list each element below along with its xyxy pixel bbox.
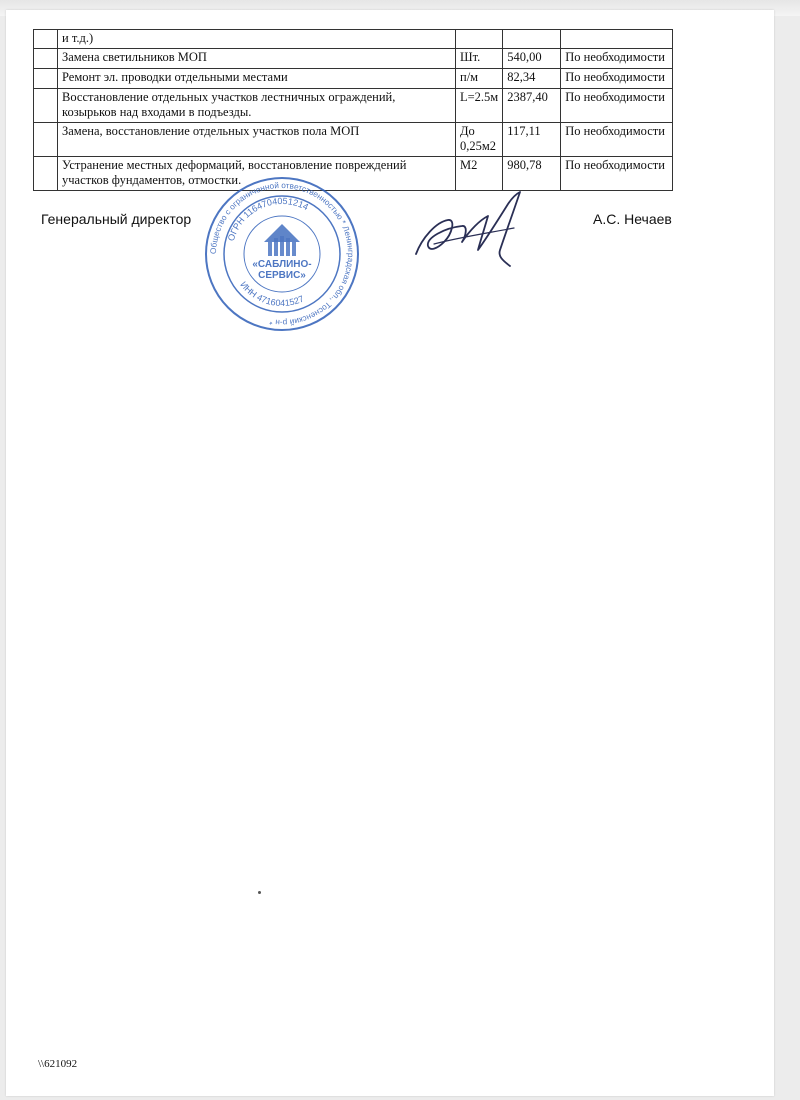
- document-code: \\621092: [38, 1058, 78, 1070]
- scan-speck: [258, 891, 261, 894]
- work-period: По необходимости: [561, 89, 673, 123]
- work-unit: До 0,25м2: [456, 123, 503, 157]
- work-period: По необходимости: [561, 49, 673, 69]
- work-period: По необходимости: [561, 157, 673, 191]
- work-name: Замена светильников МОП: [58, 49, 456, 69]
- work-period: По необходимости: [561, 69, 673, 89]
- work-name: Восстановление отдельных участков лестничных ограждений, козырьков над входами в подъезды.: [58, 89, 456, 123]
- signer-name: А.С. Нечаев: [593, 211, 672, 227]
- work-name: и т.д.): [58, 30, 456, 49]
- svg-text:ИНН 4716041527: [238, 280, 305, 309]
- work-name: Ремонт эл. проводки отдельными местами: [58, 69, 456, 89]
- work-unit: п/м: [456, 69, 503, 89]
- work-cost: 82,34: [503, 69, 561, 89]
- work-cost: 2387,40: [503, 89, 561, 123]
- stamp-company-name: «САБЛИНО-: [252, 259, 312, 270]
- stamp-ink: [206, 178, 358, 330]
- work-cost: 117,11: [503, 123, 561, 157]
- work-cost: 980,78: [503, 157, 561, 191]
- signature-block: [0, 0, 800, 328]
- stamp-ogrn: ОГРН 1164704051214: [225, 195, 311, 243]
- work-unit: Шт.: [456, 49, 503, 69]
- building-icon: [264, 224, 300, 256]
- stamp-outer-text: Общество с ограниченной ответственностью * Ленинградская обл., Тосненский р-н *: [208, 180, 356, 328]
- work-name: Замена, восстановление отдельных участков пола МОП: [58, 123, 456, 157]
- company-stamp: [204, 176, 360, 332]
- stamp-inn: ИНН 4716041527: [238, 279, 306, 309]
- stamp-company-name-2: СЕРВИС»: [258, 270, 306, 281]
- handwritten-signature: [404, 180, 534, 280]
- work-unit: L=2.5м: [456, 89, 503, 123]
- work-unit: М2: [456, 157, 503, 191]
- work-cost: 540,00: [503, 49, 561, 69]
- work-name: Устранение местных деформаций, восстановление повреждений участков фундаментов, отмостки.: [58, 157, 456, 191]
- signer-title: Генеральный директор: [41, 211, 192, 227]
- work-period: По необходимости: [561, 123, 673, 157]
